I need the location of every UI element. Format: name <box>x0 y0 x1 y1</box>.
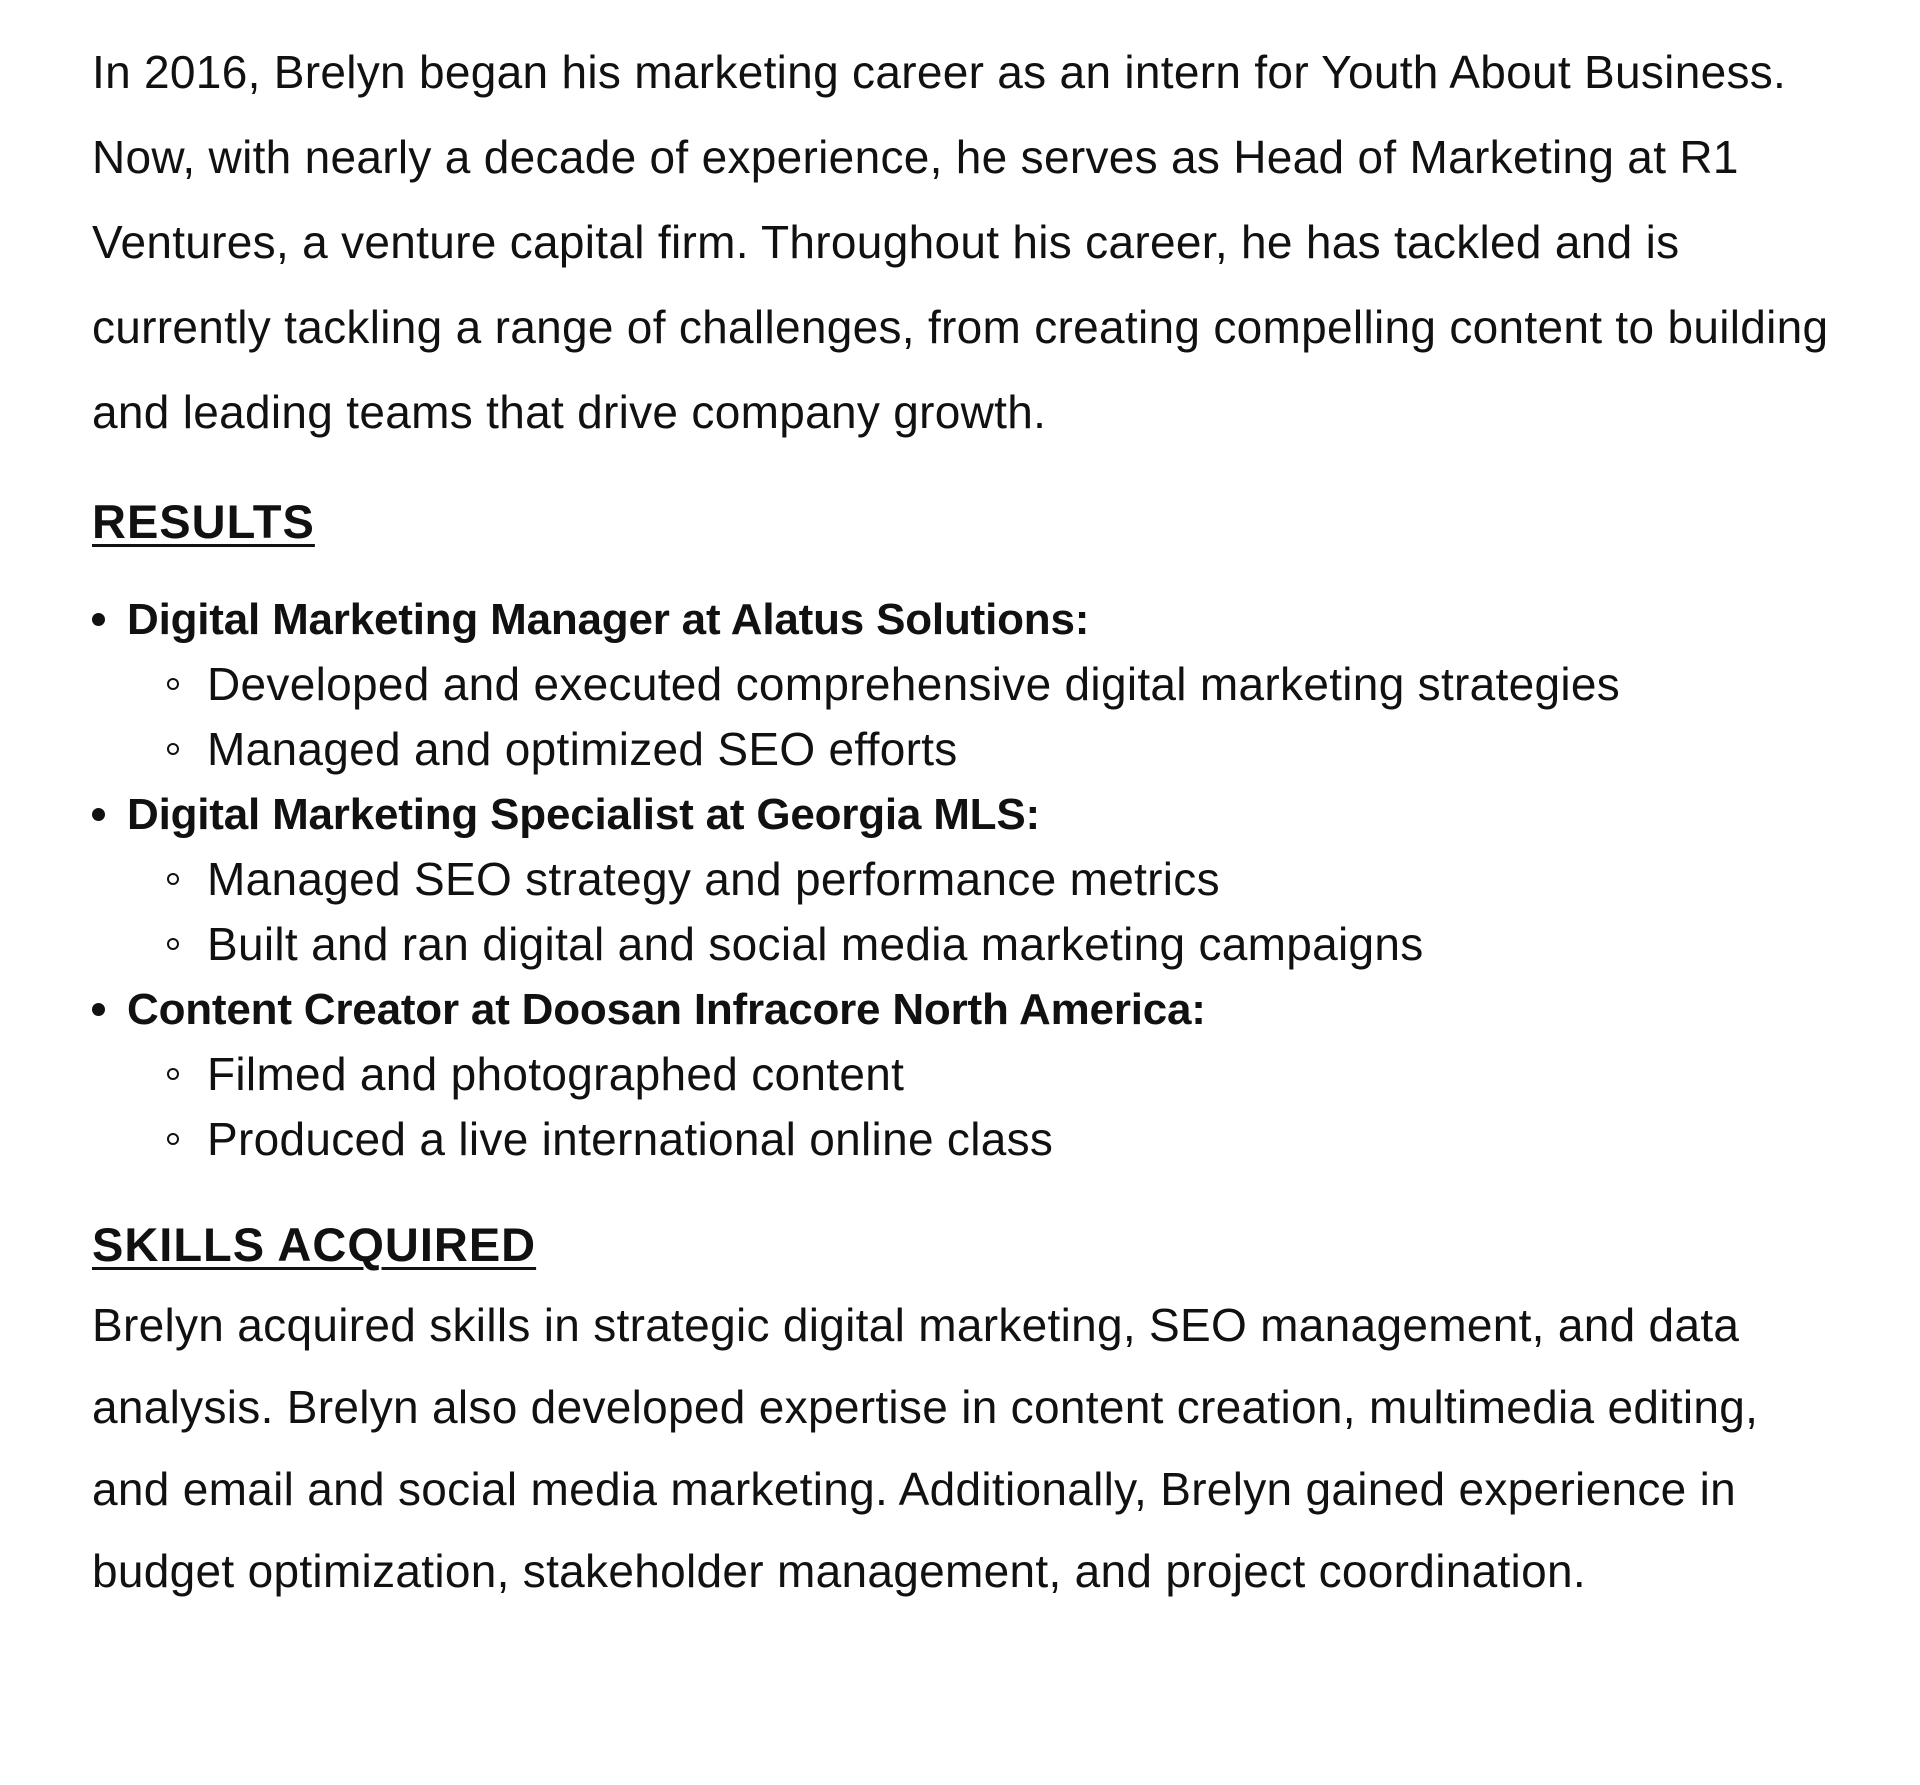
role-achievements <box>127 847 1830 977</box>
intro-paragraph: In 2016, Brelyn began his marketing career as an intern for Youth About Business. Now, with nearly a decade of experience, he serves as Head of Marketing at R1 Ventures, a venture capital firm. Throughout his career, he has tackled and is currently tackling a range of challenges, from creating compelling content to building and leading teams that drive company growth. <box>92 46 1829 438</box>
achievement-item: Built and ran digital and social media marketing campaigns <box>207 912 1830 977</box>
achievement-item: Managed SEO strategy and performance metrics <box>207 847 1830 912</box>
role-achievements <box>127 652 1830 782</box>
results-list <box>92 587 1830 1172</box>
role-item <box>92 587 1830 782</box>
achievement-item: Produced a live international online class <box>207 1107 1830 1172</box>
role-title: Content Creator at Doosan Infracore North America: <box>127 985 1206 1034</box>
role-achievements <box>127 1042 1830 1172</box>
role-title: Digital Marketing Specialist at Georgia MLS: <box>127 790 1040 839</box>
achievement-item: Filmed and photographed content <box>207 1042 1830 1107</box>
role-item <box>92 977 1830 1172</box>
achievement-item: Managed and optimized SEO efforts <box>207 717 1830 782</box>
achievement-item: Developed and executed comprehensive digital marketing strategies <box>207 652 1830 717</box>
role-title: Digital Marketing Manager at Alatus Solutions: <box>127 595 1090 644</box>
skills-heading: SKILLS ACQUIRED <box>92 1218 537 1271</box>
skills-paragraph: Brelyn acquired skills in strategic digital marketing, SEO management, and data analysis. Brelyn also developed expertise in content creation, multimedia editing, and email and social media marketing. Additionally, Brelyn gained experience in budget optimization, stakeholder management, and project coordination. <box>92 1299 1759 1597</box>
role-item <box>92 782 1830 977</box>
results-heading: RESULTS <box>92 495 315 548</box>
